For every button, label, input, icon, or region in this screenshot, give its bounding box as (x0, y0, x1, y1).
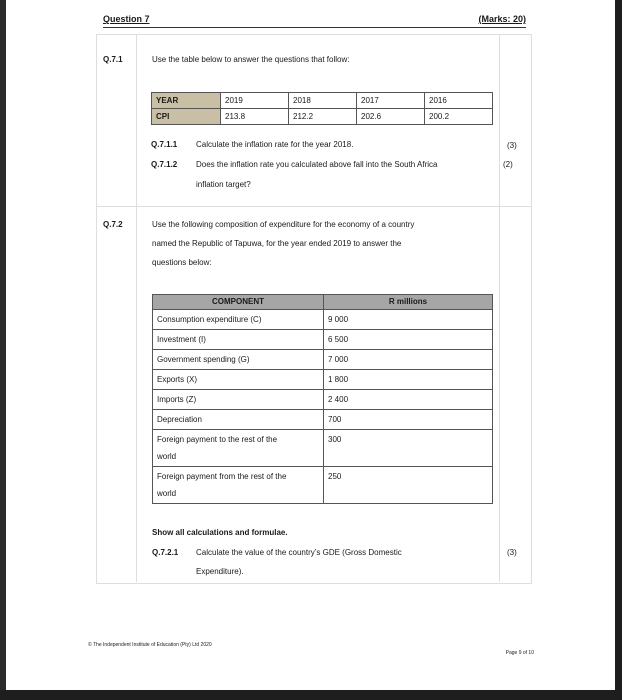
table-row (153, 467, 493, 504)
value-cell: 9 000 (324, 310, 493, 330)
copyright-footer: © The Independent Institute of Education (Pty) Ltd 2020 (88, 642, 212, 648)
year-row (152, 93, 493, 109)
table-row (153, 350, 493, 370)
column-divider-left (136, 34, 137, 582)
component-cell: Investment (I) (153, 330, 324, 350)
q72-intro-line: named the Republic of Tapuwa, for the year ended 2019 to answer the (152, 239, 402, 248)
year-cell: 2018 (289, 93, 357, 109)
cpi-cell: 213.8 (221, 109, 289, 125)
table-row (153, 370, 493, 390)
component-line: world (157, 452, 177, 461)
page-number: Page 9 of 10 (505, 650, 534, 656)
value-cell: 1 800 (324, 370, 493, 390)
component-cell (153, 467, 324, 504)
page-header (103, 14, 526, 28)
table-row (153, 410, 493, 430)
right-edge (615, 0, 622, 700)
q72-intro-line: Use the following composition of expenditure for the economy of a country (152, 220, 415, 229)
question-marks: (Marks: 20) (478, 14, 526, 24)
bottom-edge (0, 690, 622, 700)
q71-number: Q.7.1 (103, 55, 123, 64)
expenditure-table (152, 294, 493, 504)
value-cell: 300 (324, 430, 493, 467)
q712-number: Q.7.1.2 (151, 160, 178, 169)
component-line: world (157, 489, 177, 498)
q72-number: Q.7.2 (103, 220, 123, 229)
q72-intro-line: questions below: (152, 258, 212, 267)
q711-number: Q.7.1.1 (151, 140, 178, 149)
row-divider (96, 206, 531, 207)
table-row (153, 310, 493, 330)
q712-line1: Does the inflation rate you calculated above fall into the South Africa (196, 160, 438, 169)
cpi-cell: 200.2 (425, 109, 493, 125)
year-cell: 2016 (425, 93, 493, 109)
value-cell: 6 500 (324, 330, 493, 350)
question-title: Question 7 (103, 14, 150, 24)
component-cell (153, 430, 324, 467)
column-divider-right (499, 34, 500, 582)
component-cell: Exports (X) (153, 370, 324, 390)
component-line: Foreign payment to the rest of the (157, 435, 278, 444)
table-row (153, 330, 493, 350)
table-row (153, 390, 493, 410)
q721-line1: Calculate the value of the country’s GDE (Gross Domestic (196, 548, 402, 557)
col-component: COMPONENT (153, 295, 324, 310)
value-cell: 2 400 (324, 390, 493, 410)
cpi-cell: 202.6 (357, 109, 425, 125)
year-cell: 2019 (221, 93, 289, 109)
q721-line2: Expenditure). (196, 567, 244, 576)
left-edge (0, 0, 6, 700)
component-line: Foreign payment from the rest of the (157, 472, 287, 481)
q711-text: Calculate the inflation rate for the year 2018. (196, 140, 354, 149)
q712-line2: inflation target? (196, 180, 251, 189)
year-label: YEAR (152, 93, 221, 109)
q721-marks: (3) (507, 548, 517, 557)
component-cell: Government spending (G) (153, 350, 324, 370)
cpi-label: CPI (152, 109, 221, 125)
cpi-table (151, 92, 493, 125)
component-cell: Imports (Z) (153, 390, 324, 410)
component-cell: Depreciation (153, 410, 324, 430)
value-cell: 700 (324, 410, 493, 430)
q721-number: Q.7.2.1 (152, 548, 179, 557)
q71-intro: Use the table below to answer the questions that follow: (152, 55, 350, 64)
col-value: R millions (324, 295, 493, 310)
value-cell: 7 000 (324, 350, 493, 370)
table-header-row (153, 295, 493, 310)
component-cell: Consumption expenditure (C) (153, 310, 324, 330)
instruction: Show all calculations and formulae. (152, 528, 288, 537)
value-cell: 250 (324, 467, 493, 504)
year-cell: 2017 (357, 93, 425, 109)
cpi-row (152, 109, 493, 125)
table-row (153, 430, 493, 467)
q711-marks: (3) (507, 141, 517, 150)
q712-marks: (2) (503, 160, 513, 169)
cpi-cell: 212.2 (289, 109, 357, 125)
